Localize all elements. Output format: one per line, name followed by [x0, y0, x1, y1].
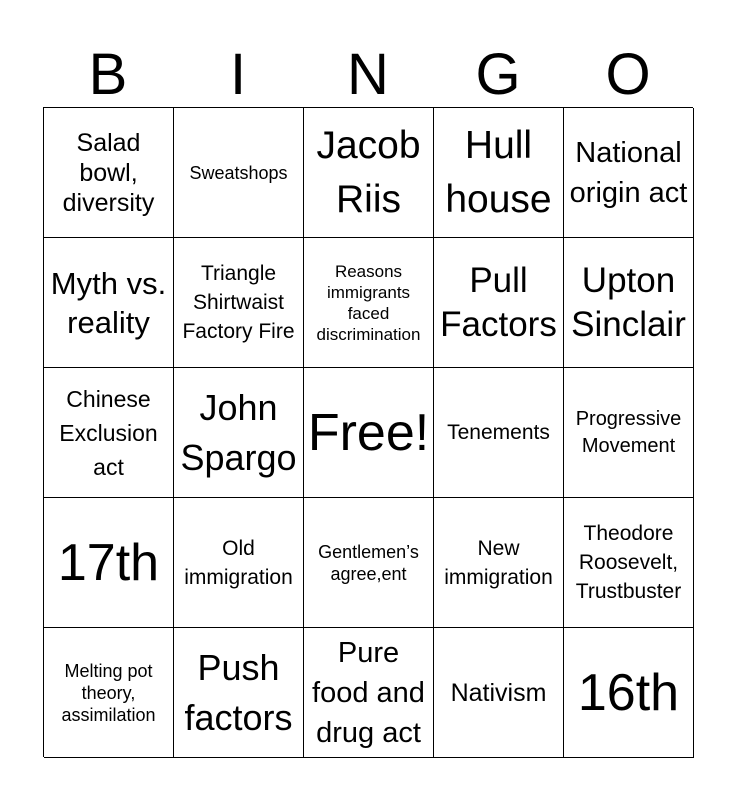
cell-text: Nativism — [450, 678, 547, 707]
cell-text: Pure food and drug act — [312, 636, 425, 749]
bingo-free-cell[interactable] — [304, 368, 434, 498]
cell-text: Progressive Movement — [575, 407, 682, 457]
cell-text: Myth vs. reality — [50, 265, 167, 340]
bingo-cell[interactable] — [304, 628, 434, 758]
cell-text: Tenements — [447, 421, 550, 444]
cell-text: Hull house — [445, 123, 552, 221]
cell-text: Gentlemen’s agree,ent — [318, 541, 419, 584]
header-letter-b: B — [88, 42, 128, 107]
cell-text: Push factors — [184, 646, 293, 738]
bingo-cell[interactable] — [44, 238, 174, 368]
cell-text: Old immigration — [184, 536, 293, 589]
bingo-cell[interactable] — [44, 498, 174, 628]
bingo-cell[interactable] — [304, 108, 434, 238]
bingo-cell[interactable] — [564, 108, 694, 238]
bingo-cell[interactable] — [44, 368, 174, 498]
bingo-cell[interactable] — [564, 238, 694, 368]
header-letter-n: N — [347, 42, 389, 107]
header-letter-i: I — [229, 42, 247, 107]
cell-text: Salad bowl, diversity — [62, 128, 155, 217]
bingo-cell[interactable] — [174, 368, 304, 498]
bingo-cell[interactable] — [174, 108, 304, 238]
cell-text: Reasons immigrants faced discrimination — [316, 261, 421, 344]
cell-text: Pull Factors — [440, 260, 557, 344]
bingo-cell[interactable] — [304, 498, 434, 628]
cell-text: Theodore Roosevelt, Trustbuster — [575, 522, 682, 603]
bingo-cell[interactable] — [174, 238, 304, 368]
bingo-cell[interactable] — [564, 628, 694, 758]
cell-text: Free! — [307, 403, 430, 462]
header-letter-o: O — [605, 42, 651, 107]
cell-text: Upton Sinclair — [571, 260, 686, 344]
cell-text: Sweatshops — [189, 162, 288, 183]
bingo-cell[interactable] — [304, 238, 434, 368]
bingo-cell[interactable] — [434, 238, 564, 368]
bingo-cell[interactable] — [564, 368, 694, 498]
bingo-cell[interactable] — [434, 628, 564, 758]
cell-text: National origin act — [569, 136, 688, 209]
bingo-cell[interactable] — [564, 498, 694, 628]
bingo-cell[interactable] — [434, 498, 564, 628]
cell-text: Melting pot theory, assimilation — [61, 660, 156, 725]
bingo-cell[interactable] — [434, 108, 564, 238]
cell-text: 17th — [57, 533, 160, 592]
cell-text: Triangle Shirtwaist Factory Fire — [182, 262, 295, 343]
header-letter-g: G — [475, 42, 521, 107]
cell-text: John Spargo — [180, 386, 297, 478]
cell-text: Jacob Riis — [316, 123, 421, 221]
cell-text: Chinese Exclusion act — [59, 385, 158, 480]
bingo-cell[interactable] — [44, 628, 174, 758]
bingo-cell[interactable] — [174, 628, 304, 758]
bingo-cell[interactable] — [434, 368, 564, 498]
cell-text: New immigration — [444, 536, 553, 589]
bingo-cell[interactable] — [174, 498, 304, 628]
bingo-board — [43, 107, 693, 757]
bingo-cell[interactable] — [44, 108, 174, 238]
cell-text: 16th — [577, 663, 680, 722]
